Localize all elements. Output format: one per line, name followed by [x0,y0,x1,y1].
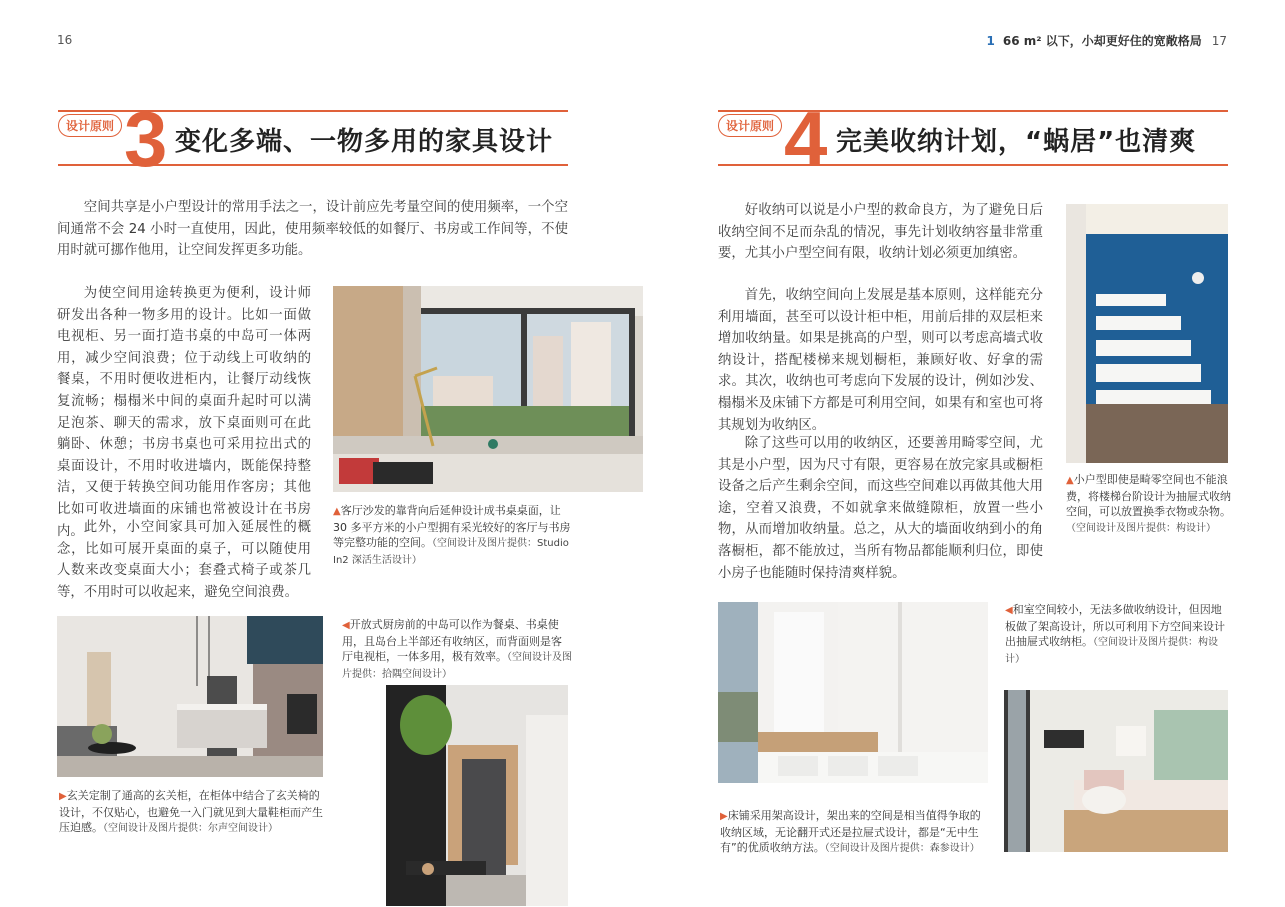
chapter-number: 1 [986,34,995,48]
paragraph: 首先，收纳空间向上发展是基本原则，这样能充分利用墙面，甚至可以设计柜中柜，用前后排的双层柜来增加收纳量。如果是挑高的户型，则可以考虑高墙式收纳设计，搭配楼梯来规划橱柜，兼顾好收、好拿的需求。其次，收纳也可考虑向下发展的设计，例如沙发、榻榻米及床铺下方都是可利用空间，如果有和室也可将其规划为收纳区。 [718,288,1043,433]
section-title: 完美收纳计划，“蜗居”也清爽 [836,127,1197,157]
caption-arrow-icon: ▶ [59,791,67,802]
caption-arrow-icon: ◀ [1005,605,1013,616]
caption-arrow-icon: ◀ [342,620,350,631]
principle-badge: 设计原则 [718,114,782,137]
left-page-number: 16 [57,33,73,47]
caption: ◀和室空间较小，无法多做收纳设计，但因地板做了架高设计，所以可利用下方空间来设计出抽屉式收纳柜。（空间设计及图片提供：构设计） [1005,603,1225,665]
paragraph: 空间共享是小户型设计的常用手法之一，设计前应先考量空间的使用频率，一个空间通常不会 24 小时一直使用，因此，使用频率较低的如餐厅、书房或工作间等，不使用时就可挪作他用，让空间发挥更多功能。 [57,200,568,259]
tatami-room-photo [718,602,988,783]
paragraph: 为使空间用途转换更为便利，设计师研发出各种一物多用的设计。比如一面做电视柜、另一面打造书桌的中岛可一体两用，减少空间浪费；位于动线上可收纳的餐桌，不用时便收进柜内，让餐厅动线恢复流畅；榻榻米中间的桌面升起时可以满足泡茶、聊天的需求，放下桌面则可在此躺卧、休憩；书房书桌也可采用拉出式的桌面设计，不用时收进墙内，既能保持整洁，又便于转换空间功能用作客房；其他比如可收进墙面的床铺也常被设计在书房内。 [57,286,311,539]
principle-number: 3 [124,95,168,183]
bedroom-photo [1004,690,1228,852]
section-title: 变化多端、一物多用的家具设计 [175,127,554,157]
paragraph: 除了这些可以用的收纳区，还要善用畸零空间，尤其是小户型，因为尺寸有限，更容易在放完家具或橱柜设备之后产生剩余空间，而这些空间难以再做其他大用途，空着又浪费，不如就拿来做缝隙柜，放置一些小物，从而增加收纳量。总之，从大的墙面收纳到小的角落橱柜，都不能放过，当所有物品都能顺利归位，即使小房子也能随时保持清爽样貌。 [718,436,1043,581]
caption: ◀开放式厨房前的中岛可以作为餐桌、书桌使用，且岛台上半部还有收纳区，而背面则是客厅电视柜，一体多用，极有效率。（空间设计及图片提供：拾隅空间设计） [342,618,572,680]
principle-number: 4 [784,95,828,183]
caption: ▲客厅沙发的靠背向后延伸设计成书桌桌面，让 30 多平方米的小户型拥有采光较好的客厅与书房等完整功能的空间。（空间设计及图片提供：Studio In2 深活生活设计） [333,504,571,566]
caption: ▶床铺采用架高设计，架出来的空间是相当值得争取的收纳区域，无论翻开式还是拉屉式设计，都是“无中生有”的优质收纳方法。（空间设计及图片提供：森参设计） [720,809,981,854]
chapter-title: 66 m² 以下，小却更好住的宽敞格局 [1002,34,1202,48]
right-page-number: 17 [1211,34,1227,48]
caption-arrow-icon: ▶ [720,811,728,822]
running-head [987,32,1227,49]
kitchen-photo [57,616,323,777]
paragraph: 好收纳可以说是小户型的救命良方，为了避免日后收纳空间不足而杂乱的情况，事先计划收纳容量非常重要，尤其小户型空间有限，收纳计划必须更加缜密。 [718,203,1043,262]
living-room-photo [333,286,643,492]
paragraph: 此外，小空间家具可加入延展性的概念，比如可展开桌面的桌子，可以随使用人数来改变桌面大小；套叠式椅子或茶几等，不用时可以收起来，避免空间浪费。 [57,520,311,600]
staircase-storage-photo [1066,204,1228,463]
entrance-photo [386,685,568,906]
caption: ▲小户型即使是畸零空间也不能浪费，将楼梯台阶设计为抽屉式收纳空间，可以放置换季衣物或杂物。（空间设计及图片提供：构设计） [1066,473,1231,534]
caption-arrow-icon: ▲ [333,506,341,517]
caption-arrow-icon: ▲ [1066,475,1074,486]
principle-badge: 设计原则 [58,114,122,137]
caption: ▶玄关定制了通高的玄关柜，在柜体中结合了玄关椅的设计，不仅贴心，也避免一入门就见到大量鞋柜而产生压迫感。（空间设计及图片提供：尔声空间设计） [59,789,323,834]
